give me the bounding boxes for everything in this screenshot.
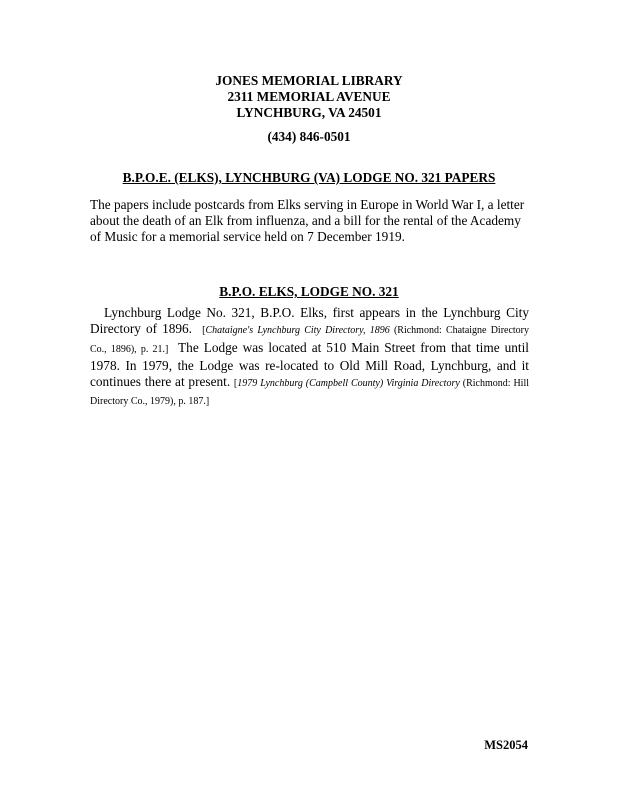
citation-2-title: 1979 Lynchburg (Campbell County) Virginia Directory xyxy=(237,378,460,390)
citation-1-title: Chataigne's Lynchburg City Directory, 1896 xyxy=(205,325,390,337)
library-name: JONES MEMORIAL LIBRARY xyxy=(215,73,403,88)
library-phone: (434) 846-0501 xyxy=(267,129,351,144)
citation-1: [Chataigne's Lynchburg City Directory, 1896 (Richmond: Chataigne Directory Co., 1896), p. 21.] xyxy=(90,325,530,355)
library-street-address: 2311 MEMORIAL AVENUE xyxy=(227,89,391,104)
section-paragraph-lodge-history xyxy=(90,305,529,411)
library-header xyxy=(0,73,618,145)
citation-2: [1979 Lynchburg (Campbell County) Virginia Directory (Richmond: Hill Directory Co., 1979), p. 187.] xyxy=(90,378,530,408)
section-title-lodge-history: B.P.O. ELKS, LODGE NO. 321 xyxy=(219,284,399,299)
section-paragraph-papers: The papers include postcards from Elks serving in Europe in World War I, a letter about the death of an Elk from influenza, and a bill for the rental of the Academy of Music for a memorial service held on 7 December 1919. xyxy=(90,197,525,245)
library-city-state-zip: LYNCHBURG, VA 24501 xyxy=(236,105,382,120)
collection-id: MS2054 xyxy=(484,738,528,752)
history-text-1: Lynchburg Lodge No. 321, B.P.O. Elks, first appears in the Lynchburg City Directory of 1896. xyxy=(90,305,529,337)
history-text-2: The Lodge was located at 510 Main Street from that time until 1978. In 1979, the Lodge was re-located to Old Mill Road, Lynchburg, and it continues there at present. xyxy=(90,339,529,390)
section-title-papers: B.P.O.E. (ELKS), LYNCHBURG (VA) LODGE NO. 321 PAPERS xyxy=(122,170,496,185)
